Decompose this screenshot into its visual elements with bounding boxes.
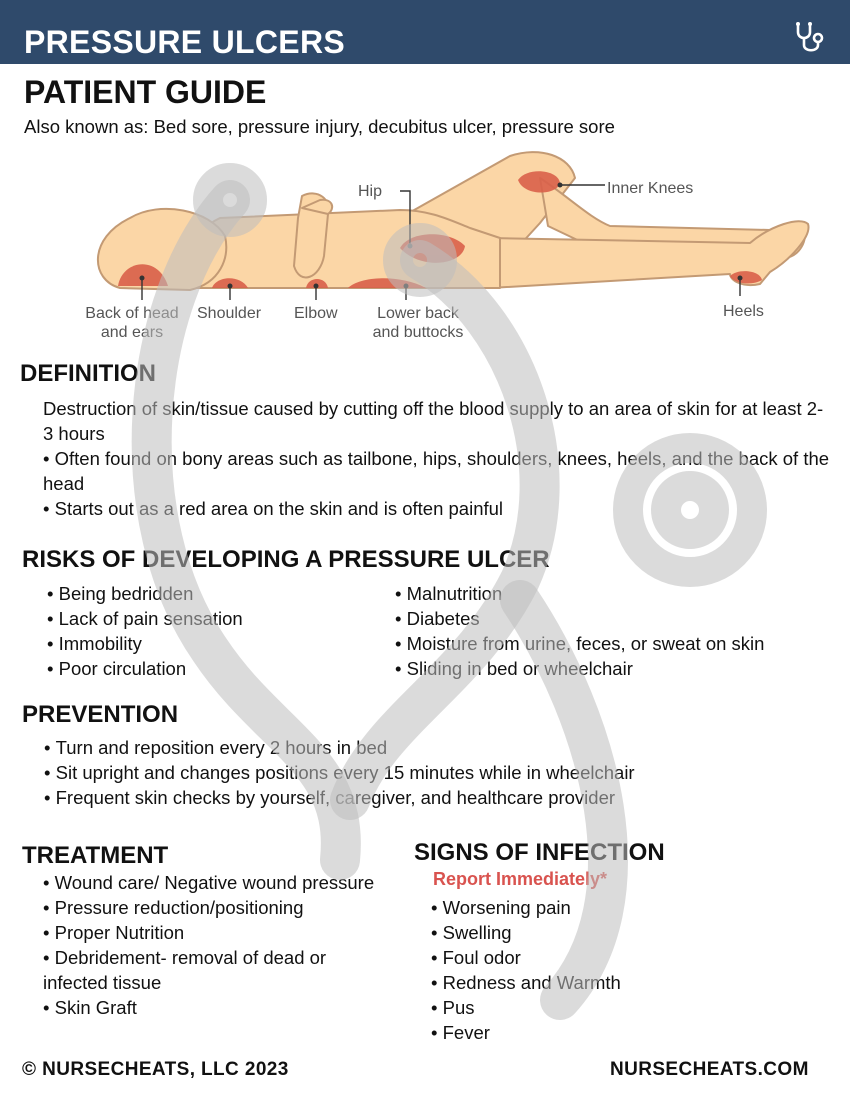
list-item: • Turn and reposition every 2 hours in bed	[44, 735, 834, 760]
list-item: • Diabetes	[395, 606, 845, 631]
label-hip: Hip	[358, 183, 383, 200]
list-item: • Moisture from urine, feces, or sweat on skin	[395, 631, 845, 656]
definition-title: DEFINITION	[20, 360, 156, 387]
list-item: • Sit upright and changes positions every 15 minutes while in wheelchair	[44, 760, 834, 785]
label-shoulder: Shoulder	[197, 305, 262, 322]
list-item: • Debridement- removal of dead or infected tissue	[43, 945, 383, 995]
list-item: • Fever	[431, 1020, 831, 1045]
list-item: • Worsening pain	[431, 895, 831, 920]
treatment-title: TREATMENT	[22, 842, 169, 869]
list-item: • Pus	[431, 995, 831, 1020]
label-inner-knees: Inner Knees	[607, 180, 694, 197]
list-item: • Frequent skin checks by yourself, caregiver, and healthcare provider	[44, 785, 834, 810]
stethoscope-icon	[790, 18, 830, 58]
list-item: • Sliding in bed or wheelchair	[395, 656, 845, 681]
risks-list-right	[395, 581, 845, 681]
list-item: • Proper Nutrition	[43, 920, 383, 945]
label-lower-back-line2: and buttocks	[372, 324, 464, 341]
definition-text: Destruction of skin/tissue caused by cutting off the blood supply to an area of skin for at least 2-3 hours	[43, 398, 824, 444]
also-known-as: Also known as: Bed sore, pressure injury, decubitus ulcer, pressure sore	[24, 116, 615, 137]
treatment-list	[43, 870, 383, 1020]
list-item: • Wound care/ Negative wound pressure	[43, 870, 383, 895]
definition-list	[43, 446, 833, 521]
subtitle: PATIENT GUIDE	[24, 74, 267, 110]
report-immediately-note: Report Immediately*	[433, 869, 608, 889]
infection-list	[431, 895, 831, 1045]
footer-website: NURSECHEATS.COM	[610, 1059, 809, 1080]
label-heels: Heels	[723, 303, 764, 320]
list-item: • Swelling	[431, 920, 831, 945]
list-item: • Being bedridden	[47, 581, 377, 606]
label-lower-back	[360, 304, 476, 342]
infection-title: SIGNS OF INFECTION	[414, 839, 665, 866]
list-item: • Starts out as a red area on the skin and is often painful	[43, 496, 833, 521]
prevention-title: PREVENTION	[22, 701, 179, 728]
label-back-of-head-line1: Back of head	[85, 305, 179, 322]
list-item: • Lack of pain sensation	[47, 606, 377, 631]
footer-copyright: © NURSECHEATS, LLC 2023	[22, 1059, 289, 1080]
list-item: • Immobility	[47, 631, 377, 656]
risks-list-left	[47, 581, 377, 681]
label-back-of-head-line2: and ears	[100, 324, 164, 341]
list-item: • Redness and Warmth	[431, 970, 831, 995]
list-item: • Skin Graft	[43, 995, 383, 1020]
list-item: • Malnutrition	[395, 581, 845, 606]
prevention-list	[44, 735, 834, 810]
list-item: • Foul odor	[431, 945, 831, 970]
risks-title: RISKS OF DEVELOPING A PRESSURE ULCER	[22, 546, 550, 573]
page-title: PRESSURE ULCERS	[24, 24, 345, 60]
list-item: • Pressure reduction/positioning	[43, 895, 383, 920]
list-item: • Often found on bony areas such as tailbone, hips, shoulders, knees, heels, and the back of the head	[43, 446, 833, 496]
label-back-of-head	[78, 304, 186, 342]
label-lower-back-line1: Lower back	[377, 305, 459, 322]
label-elbow: Elbow	[294, 305, 338, 322]
list-item: • Poor circulation	[47, 656, 377, 681]
